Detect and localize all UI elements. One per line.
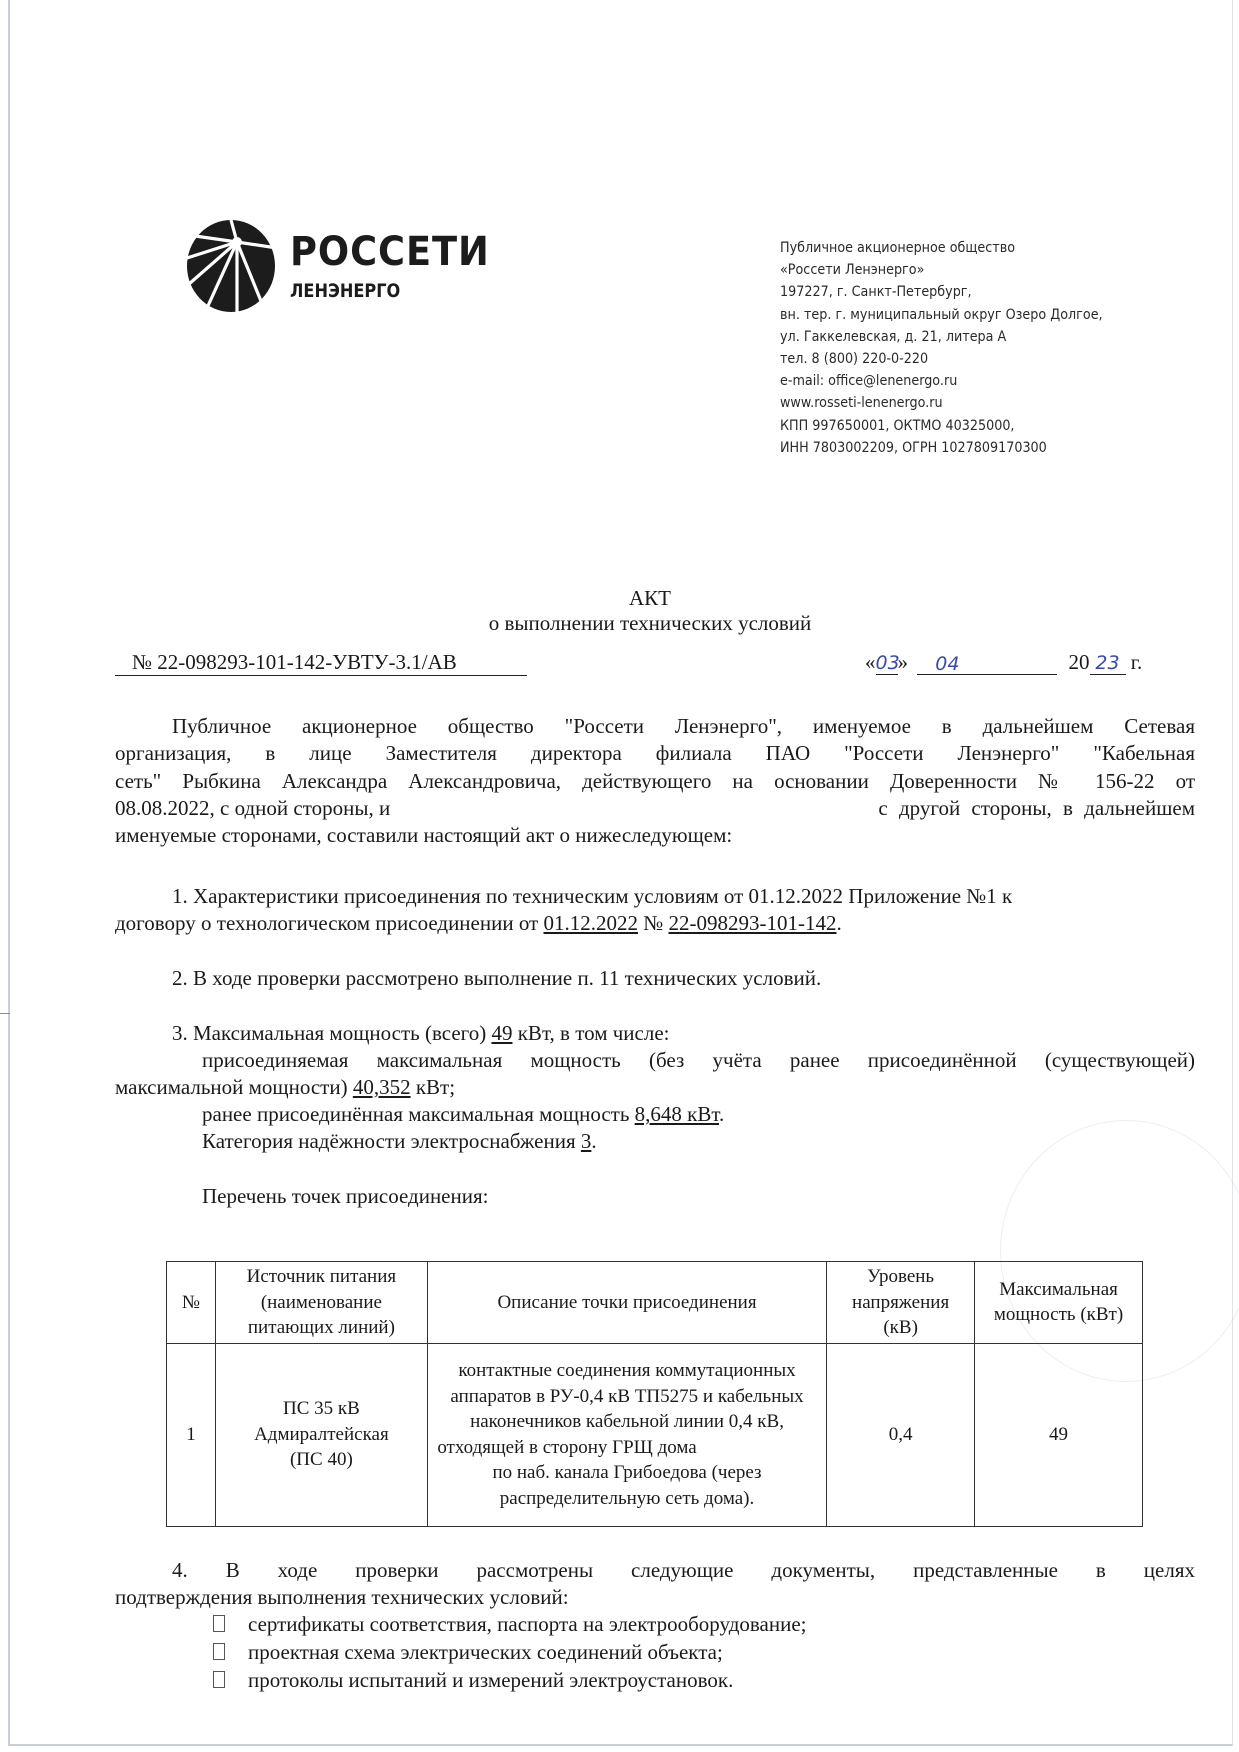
section-4 bbox=[115, 1557, 1195, 1612]
checkbox-icon bbox=[213, 1671, 225, 1688]
fold-mark bbox=[0, 1013, 10, 1014]
intro-line: Публичное акционерное общество "Россети Ленэнерго", именуемое в дальнейшем Сетевая bbox=[172, 714, 1195, 738]
section-3-text: кВт, в том числе: bbox=[512, 1021, 670, 1045]
section-3-text: Категория надёжности электроснабжения bbox=[202, 1129, 581, 1153]
address-line: Публичное акционерное общество bbox=[780, 240, 1016, 256]
connection-points-table bbox=[166, 1261, 1143, 1527]
points-heading: Перечень точек присоединения: bbox=[202, 1184, 489, 1208]
section-3-text: 3. Максимальная мощность (всего) bbox=[172, 1021, 492, 1045]
cell-power: 49 bbox=[975, 1343, 1143, 1526]
year-label: г. bbox=[1130, 650, 1143, 674]
checkbox-icon bbox=[213, 1643, 225, 1660]
section-3-text: . bbox=[718, 1102, 725, 1126]
section-3-line bbox=[115, 1075, 455, 1100]
email-line: e-mail: office@lenenergo.ru bbox=[780, 373, 958, 390]
header-source: Источник питания (наименование питающих линий) bbox=[215, 1262, 427, 1344]
section-3-line bbox=[172, 1021, 670, 1046]
address-line: «Россети Ленэнерго» bbox=[780, 262, 925, 279]
section-2: 2. В ходе проверки рассмотрено выполнение п. 11 технических условий. bbox=[172, 966, 822, 990]
contract-number: 22-098293-101-142 bbox=[668, 911, 837, 936]
brand-subname: ЛЕНЭНЕРГО bbox=[290, 280, 401, 302]
document-title: АКТ bbox=[629, 586, 671, 610]
section-1-text: 1. Характеристики присоединения по техническим условиям от 01.12.2022 Приложение №1 к bbox=[172, 884, 1013, 908]
table-row bbox=[167, 1343, 1143, 1526]
address-line: вн. тер. г. муниципальный округ Озеро Долгое, bbox=[780, 306, 1103, 323]
description-text: по bbox=[492, 1462, 513, 1483]
date-month: 04 bbox=[917, 653, 1057, 675]
intro-line bbox=[115, 795, 1195, 822]
document-list-item bbox=[213, 1612, 806, 1637]
company-logo bbox=[185, 218, 490, 313]
header-power: Максимальная мощность (кВт) bbox=[975, 1262, 1143, 1344]
date-field bbox=[865, 650, 1142, 676]
section-1 bbox=[115, 883, 1195, 938]
header-voltage: Уровень напряжения (кВ) bbox=[827, 1262, 975, 1344]
cell-description bbox=[427, 1343, 826, 1526]
table-header-row bbox=[167, 1262, 1143, 1344]
number-sign: № bbox=[637, 911, 669, 936]
list-item-text: протоколы испытаний и измерений электроустановок. bbox=[248, 1668, 734, 1692]
total-power: 49 bbox=[491, 1021, 513, 1045]
contract-date: 01.12.2022 bbox=[543, 911, 638, 936]
document-list-item bbox=[213, 1640, 723, 1665]
intro-line: организация, в лице Заместителя директора филиала ПАО "Россети Ленэнерго" "Кабельная bbox=[115, 741, 1195, 766]
registration-line: ИНН 7803002209, ОГРН 1027809170300 bbox=[780, 439, 1047, 456]
company-address-block bbox=[780, 237, 1103, 459]
address-line: 197227, г. Санкт-Петербург, bbox=[780, 284, 972, 301]
document-list-item bbox=[213, 1668, 733, 1693]
cell-number: 1 bbox=[167, 1343, 216, 1526]
date-day: 03 bbox=[875, 652, 900, 674]
quote-open: « bbox=[865, 650, 876, 674]
period: . bbox=[836, 911, 842, 936]
intro-line-right: с другой стороны, в дальнейшем bbox=[878, 795, 1195, 820]
rosseti-sun-icon bbox=[185, 218, 281, 314]
section-3-text: . bbox=[591, 1129, 597, 1153]
section-3-text: максимальной мощности) bbox=[115, 1075, 353, 1099]
description-text: наб. канала Грибоедова (через распределительную сеть дома). bbox=[499, 1462, 762, 1509]
section-1-text: договору о технологическом присоединении от bbox=[115, 911, 544, 936]
cell-voltage: 0,4 bbox=[827, 1343, 975, 1526]
header-number: № bbox=[167, 1262, 216, 1344]
year-suffix: 23 bbox=[1090, 652, 1126, 675]
header-description: Описание точки присоединения bbox=[427, 1262, 826, 1344]
section-4-text: 4. В ходе проверки рассмотрены следующие документы, представленные в целях bbox=[172, 1558, 1195, 1582]
existing-power: 8,648 кВт bbox=[634, 1102, 719, 1126]
section-3-line: присоединяемая максимальная мощность (без учёта ранее присоединённой (существующей) bbox=[202, 1048, 1195, 1072]
cell-source: ПС 35 кВ Адмиралтейская (ПС 40) bbox=[215, 1343, 427, 1526]
section-3-text: кВт; bbox=[410, 1075, 456, 1099]
phone-line: тел. 8 (800) 220-0-220 bbox=[780, 351, 929, 368]
new-power: 40,352 bbox=[352, 1075, 411, 1099]
intro-line: именуемые сторонами, составили настоящий акт о нижеследующем: bbox=[115, 823, 733, 848]
section-4-text: подтверждения выполнения технических условий: bbox=[115, 1585, 569, 1610]
reliability-category: 3 bbox=[580, 1129, 592, 1153]
section-3-text: ранее присоединённая максимальная мощность bbox=[202, 1102, 635, 1126]
checkbox-icon bbox=[213, 1615, 225, 1632]
intro-line-left: 08.08.2022, с одной стороны, и bbox=[115, 795, 391, 820]
section-3-line bbox=[202, 1102, 724, 1127]
website-line: www.rosseti-lenenergo.ru bbox=[780, 395, 943, 412]
section-3-line bbox=[202, 1129, 597, 1154]
address-line: ул. Гаккелевская, д. 21, литера А bbox=[780, 328, 1007, 345]
document-subtitle: о выполнении технических условий bbox=[488, 611, 812, 635]
quote-close: » bbox=[897, 650, 908, 674]
list-item-text: проектная схема электрических соединений объекта; bbox=[248, 1640, 723, 1664]
intro-line: сеть" Рыбкина Александра Александровича, действующего на основании Доверенности № 156-22 от bbox=[115, 768, 1195, 793]
brand-name: РОССЕТИ bbox=[290, 229, 490, 275]
list-item-text: сертификаты соответствия, паспорта на электрооборудование; bbox=[248, 1612, 807, 1636]
registration-line: КПП 997650001, ОКТМО 40325000, bbox=[780, 417, 1015, 434]
year-prefix: 20 bbox=[1068, 650, 1090, 674]
description-text: контактные соединения коммутационных аппаратов в РУ-0,4 кВ ТП5275 и кабельных наконечников кабельной линии 0,4 кВ, отходящей в сторону ГРЩ дома bbox=[437, 1360, 804, 1458]
document-number: № 22-098293-101-142-УВТУ-3.1/АВ bbox=[115, 650, 527, 676]
intro-paragraph bbox=[115, 713, 1195, 849]
